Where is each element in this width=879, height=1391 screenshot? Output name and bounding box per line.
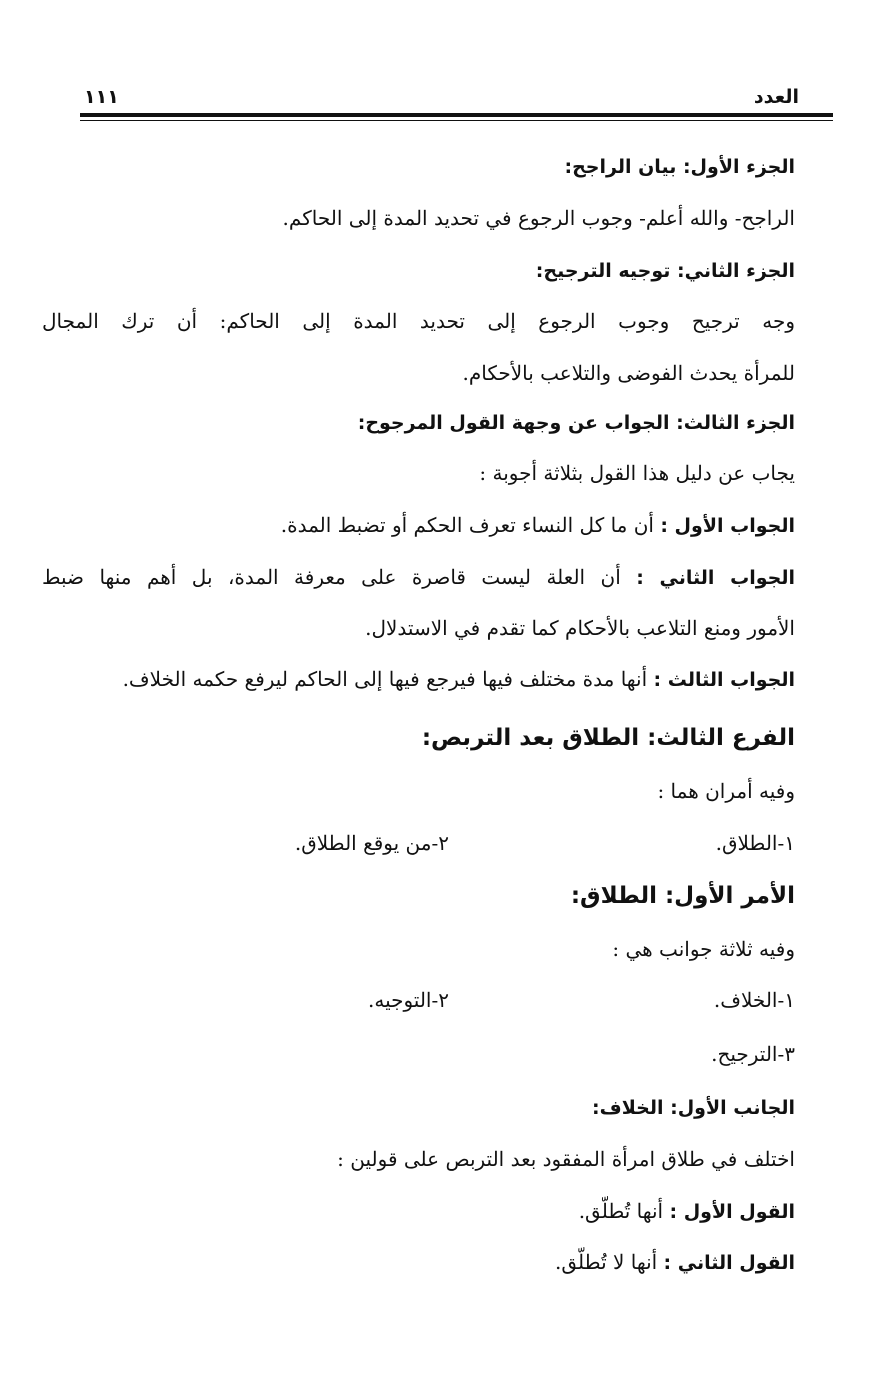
opinion-line <box>80 1247 795 1278</box>
paragraph-line: وفيه أمران هما : <box>657 779 795 803</box>
opinion-text: أنها تُطلّق. <box>578 1199 664 1223</box>
page-number: ١١١ <box>84 86 119 108</box>
opinion-line <box>80 1196 795 1227</box>
list-item: ٢-من يوقع الطلاق. <box>294 831 449 855</box>
header-rule-thin <box>80 120 833 121</box>
answer-label: الجواب الثالث : <box>653 669 795 691</box>
answer-line <box>42 664 795 695</box>
answer-text: الأمور ومنع التلاعب بالأحكام كما تقدم في الاستدلال. <box>365 616 795 640</box>
list-item: ٢-التوجيه. <box>367 988 449 1012</box>
paragraph-line: للمرأة يحدث الفوضى والتلاعب بالأحكام. <box>462 361 795 385</box>
list-item: ١-الخلاف. <box>713 988 795 1012</box>
opinion-text: أنها لا تُطلّق. <box>555 1250 658 1274</box>
answer-label: الجواب الأول : <box>660 515 795 537</box>
answer-label: الجواب الثاني : <box>636 567 795 589</box>
matter-heading: الأمر الأول: الطلاق: <box>570 883 795 909</box>
answer-line <box>42 562 795 593</box>
aspect-heading: الجانب الأول: الخلاف: <box>592 1097 795 1119</box>
list-item: ١-الطلاق. <box>715 831 795 855</box>
paragraph-line: يجاب عن دليل هذا القول بثلاثة أجوبة : <box>479 461 795 485</box>
section-heading: الجزء الثاني: توجيه الترجيح: <box>535 260 795 282</box>
paragraph-line: الراجح- والله أعلم- وجوب الرجوع في تحديد المدة إلى الحاكم. <box>282 206 795 230</box>
answer-text: أن ما كل النساء تعرف الحكم أو تضبط المدة. <box>280 513 654 537</box>
running-header-title: العدد <box>753 86 799 108</box>
answer-text: أن العلة ليست قاصرة على معرفة المدة، بل أهم منها ضبط <box>42 565 621 589</box>
answer-text: أنها مدة مختلف فيها فيرجع فيها إلى الحاكم ليرفع حكمه الخلاف. <box>122 667 648 691</box>
answer-line <box>42 613 795 643</box>
paragraph-line: اختلف في طلاق امرأة المفقود بعد التربص على قولين : <box>337 1147 795 1171</box>
opinion-label: القول الأول : <box>669 1201 795 1223</box>
section-heading: الجزء الثالث: الجواب عن وجهة القول المرجوح: <box>357 412 795 434</box>
list-item: ٣-الترجيح. <box>711 1042 795 1066</box>
answer-line <box>80 510 795 541</box>
paragraph-line: وفيه ثلاثة جوانب هي : <box>612 937 795 961</box>
opinion-label: القول الثاني : <box>663 1252 795 1274</box>
header-rule-thick <box>80 113 833 117</box>
branch-heading: الفرع الثالث: الطلاق بعد التربص: <box>421 725 795 751</box>
section-heading: الجزء الأول: بيان الراجح: <box>564 156 795 178</box>
paragraph-line: وجه ترجيح وجوب الرجوع إلى تحديد المدة إلى الحاكم: أن ترك المجال <box>42 309 795 333</box>
